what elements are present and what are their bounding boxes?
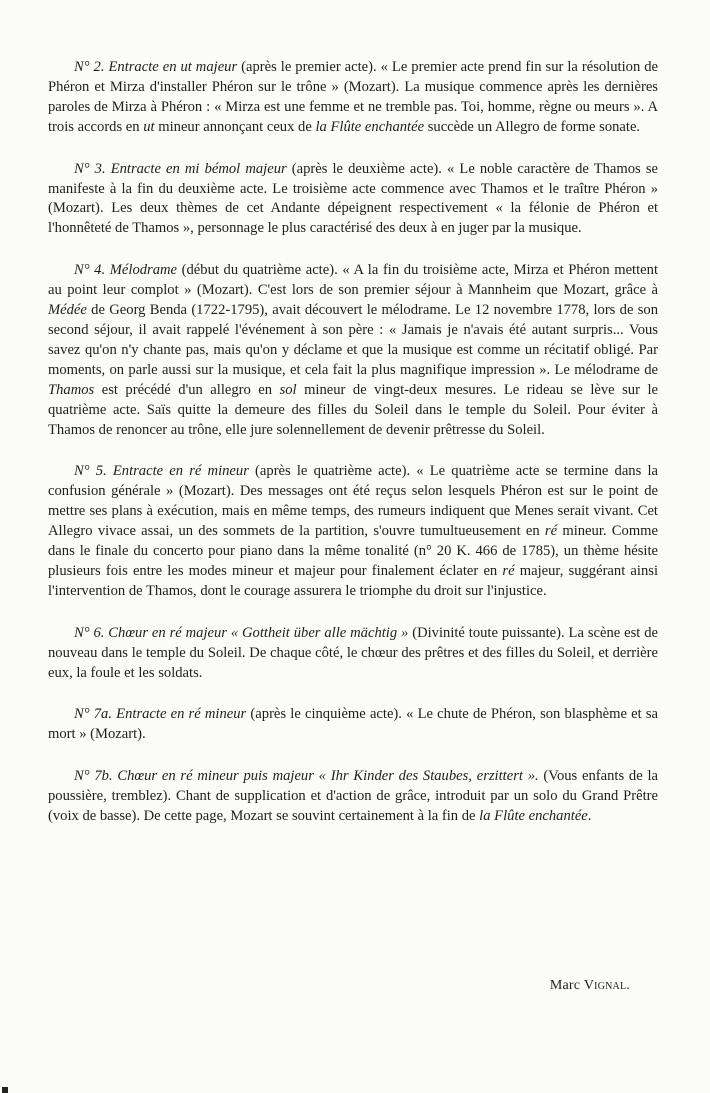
section-heading: N° 7b. Chœur en ré mineur puis majeur « Ihr Kinder des Staubes, erzittert ».	[74, 768, 539, 785]
paragraph-no4	[48, 261, 658, 440]
author-first-name: Marc	[549, 978, 581, 993]
section-heading: N° 7a. Entracte en ré mineur	[74, 706, 247, 723]
paragraph-text: mineur annonçant ceux de	[154, 118, 316, 135]
italic-title: Médée	[48, 302, 87, 319]
paragraph-text: mineur de vingt-deux mesures. Le rideau se lève sur le quatrième acte. Saïs quitte la demeure des filles du Soleil dans le temple du Soleil. Pour éviter à Thamos de renoncer au trône, elle jure solennellement de devenir prêtresse du Soleil.	[48, 381, 658, 438]
paragraph-no7b	[48, 767, 658, 827]
italic-term: ut	[143, 118, 155, 135]
paragraph-text: (après le quatrième acte). « Le quatrième acte se termine dans la confusion générale » (Mozart). Des messages ont été reçus selon lesquels Phéron est sur le point de mettre ses plans à exécution, mais en même temps, des rumeurs indiquent que Menes serait vivant. Cet Allegro vivace assai, un des sommets de la partition, s'ouvre tumultueusement en	[48, 463, 658, 540]
paragraph-text: (Divinité toute puissante). La scène est de nouveau dans le temple du Soleil. De chaque côté, le chœur des prêtres et des filles du Soleil, et derrière eux, la foule et les soldats.	[48, 624, 658, 681]
paragraph-text: (après le cinquième acte). « Le chute de Phéron, son blasphème et sa mort » (Mozart).	[48, 706, 658, 743]
paragraph-text: succède un Allegro de forme sonate.	[424, 118, 641, 135]
author-last-name: Vignal.	[583, 978, 630, 993]
section-heading: N° 2. Entracte en ut majeur	[74, 59, 238, 75]
section-heading: N° 5. Entracte en ré mineur	[74, 463, 249, 480]
paragraph-text: (Vous enfants de la poussière, tremblez). Chant de supplication et d'action de grâce, introduit par un solo du Grand Prêtre (voix de basse). De cette page, Mozart se souvint certainement à la fin de	[48, 768, 658, 825]
paragraph-text: de Georg Benda (1722-1795), avait découvert le mélodrame. Le 12 novembre 1778, lors de son second séjour, il avait rappelé l'événement à son père : « Jamais je n'avais été autant surpris... Vous savez qu'on n'y chante pas, mais qu'on y déclame et que la musique est comme un récitatif obligé. Par moments, on parle aussi sur la musique, et cela fait la plus magnifique impression ». Le mélodrame de	[48, 302, 658, 378]
paragraph-text: .	[587, 808, 592, 825]
paragraph-text: est précédé d'un allegro en	[94, 381, 280, 398]
italic-title: la Flûte enchantée	[315, 118, 425, 135]
paragraph-text: (début du quatrième acte). « A la fin du troisième acte, Mirza et Phéron mettent au point leur complot » (Mozart). C'est lors de son premier séjour à Mannheim que Mozart, grâce à	[48, 262, 658, 299]
paragraph-text: mineur. Comme dans le finale du concerto pour piano dans la même tonalité (n° 20 K. 466 de 1785), un thème hésite plusieurs fois entre les modes mineur et majeur pour finalement éclater en	[48, 523, 658, 579]
paragraph-no7a	[48, 705, 658, 745]
paragraph-text: majeur, suggérant ainsi l'intervention de Thamos, dont le courage assurera le triomphe du droit sur l'injustice.	[48, 562, 658, 599]
section-heading: N° 3. Entracte en mi bémol majeur	[74, 160, 287, 177]
section-heading: N° 4. Mélodrame	[74, 262, 178, 279]
paragraph-no3	[48, 160, 658, 240]
article-body	[48, 58, 658, 849]
italic-title: la Flûte enchantée	[479, 808, 588, 825]
author-signature	[550, 978, 630, 994]
paragraph-no2	[48, 58, 658, 138]
paragraph-no5	[48, 462, 658, 601]
paragraph-no6	[48, 624, 658, 684]
paragraph-text: (après le premier acte). « Le premier acte prend fin sur la résolution de Phéron et Mirza d'installer Phéron sur le trône » (Mozart). La musique commence après les dernières paroles de Mirza à Phéron : « Mirza est une femme et ne tremble pas. Toi, homme, règne ou meurs ». A trois accords en	[48, 59, 659, 135]
section-heading: N° 6. Chœur en ré majeur « Gottheit über alle mächtig »	[74, 624, 409, 641]
italic-title: Thamos	[48, 381, 95, 398]
scan-corner-mark	[2, 1087, 8, 1093]
italic-term: ré	[502, 562, 515, 579]
italic-term: ré	[544, 523, 558, 540]
paragraph-text: (après le deuxième acte). « Le noble caractère de Thamos se manifeste à la fin du deuxième acte. Le troisième acte commence avec Thamos et le traître Phéron » (Mozart). Les deux thèmes de cet Andante dépeignent respectivement « la félonie de Phéron et l'honnêteté de Thamos », personnage le plus caractérisé des deux à en juger par la musique.	[48, 160, 658, 237]
italic-term: sol	[279, 381, 297, 398]
